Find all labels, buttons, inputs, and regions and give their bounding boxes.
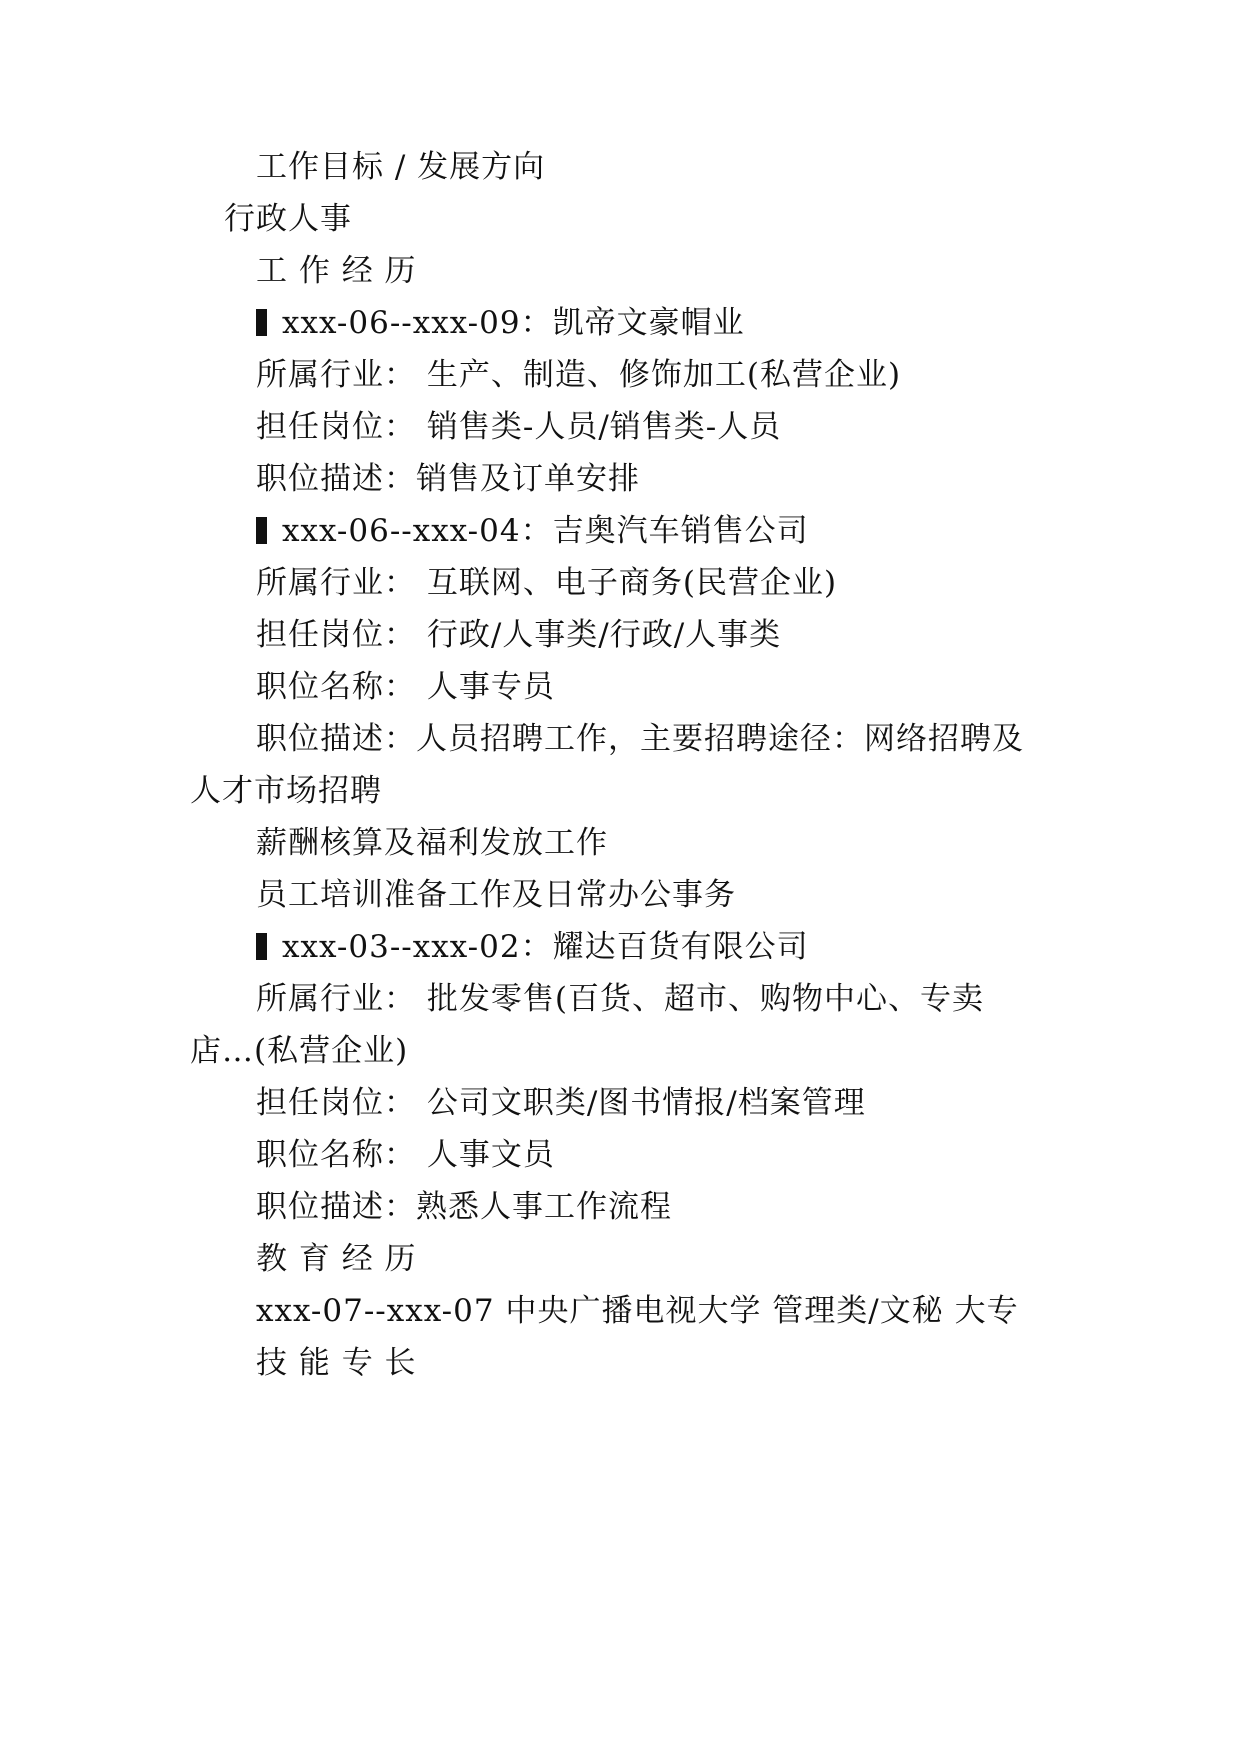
job1-description: 职位描述：销售及订单安排 (256, 461, 640, 497)
education-item: xxx-07--xxx-07 中央广播电视大学 管理类/文秘 大专 (256, 1293, 1019, 1329)
education-heading: 教 育 经 历 (256, 1241, 417, 1277)
job3-industry-line2: 店…(私营企业) (190, 1033, 409, 1069)
job3-header (256, 927, 809, 967)
job2-position: 担任岗位： 行政/人事类/行政/人事类 (256, 617, 782, 653)
job2-header (256, 511, 809, 551)
job2-description-line3: 薪酬核算及福利发放工作 (256, 825, 608, 861)
goal-heading: 工作目标 / 发展方向 (256, 149, 546, 185)
job3-position: 担任岗位： 公司文职类/图书情报/档案管理 (256, 1085, 866, 1121)
bullet-marker (256, 517, 267, 544)
job2-description-line1: 职位描述：人员招聘工作，主要招聘途径：网络招聘及 (256, 721, 1024, 757)
bullet-marker (256, 933, 267, 960)
job2-title: 职位名称： 人事专员 (256, 669, 555, 705)
work-heading: 工 作 经 历 (256, 253, 417, 289)
job3-title: 职位名称： 人事文员 (256, 1137, 555, 1173)
skills-heading: 技 能 专 长 (256, 1345, 417, 1381)
job1-header-text: xxx-06--xxx-09：凯帝文豪帽业 (282, 305, 745, 341)
job3-industry-line1: 所属行业： 批发零售(百货、超市、购物中心、专卖 (256, 981, 984, 1017)
job2-description-line2: 人才市场招聘 (190, 773, 382, 809)
job2-description-line4: 员工培训准备工作及日常办公事务 (256, 877, 736, 913)
goal-value: 行政人事 (224, 201, 352, 237)
job1-header (256, 303, 745, 343)
job3-header-text: xxx-03--xxx-02：耀达百货有限公司 (282, 929, 809, 965)
bullet-marker (256, 309, 267, 336)
job2-industry: 所属行业： 互联网、电子商务(民营企业) (256, 565, 838, 601)
job1-position: 担任岗位： 销售类-人员/销售类-人员 (256, 409, 782, 445)
job2-header-text: xxx-06--xxx-04：吉奥汽车销售公司 (282, 513, 809, 549)
job3-description: 职位描述：熟悉人事工作流程 (256, 1189, 672, 1225)
job1-industry: 所属行业： 生产、制造、修饰加工(私营企业) (256, 357, 902, 393)
